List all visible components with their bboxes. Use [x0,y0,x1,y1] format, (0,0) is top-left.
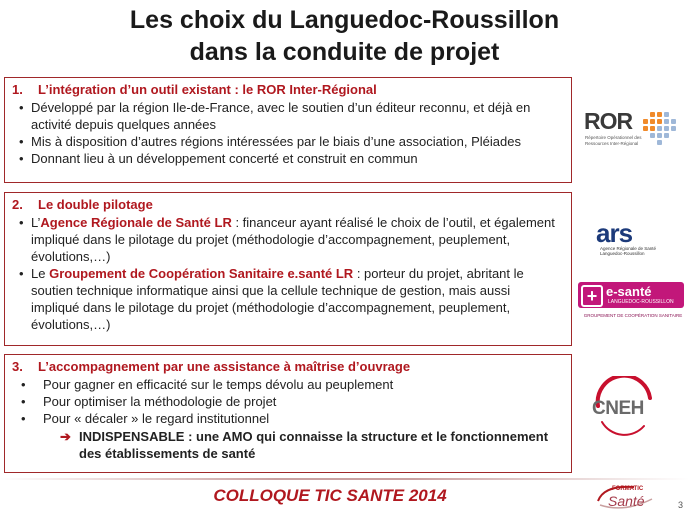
section-heading [12,197,571,212]
slide-title-line1: Les choix du Languedoc-Roussillon [129,6,560,34]
section-ror [4,77,572,183]
footer-divider [0,478,689,480]
bullet-icon: • [21,394,26,409]
list-item [5,214,571,265]
list-item-prefix: Le [31,266,50,281]
formatic-logo-top: FORMATIC [612,486,644,492]
section-amo [4,354,572,473]
section-heading [12,82,571,97]
list-item-text: Donnant lieu à un développement concerté et construit en commun [31,151,418,166]
list-item-text: Mis à disposition d’autres régions intéressées par le biais d’une association, Pléiades [31,134,521,149]
list-item-text: Développé par la région Ile-de-France, avec le soutien d’un éditeur reconnu, et déjà en activité depuis quelques années [31,100,531,132]
bullet-list [5,376,571,427]
list-item-text: Pour optimiser la méthodologie de projet [43,394,277,409]
list-item [5,150,571,167]
section-heading [12,359,571,374]
list-item-text: : financeur ayant réalisé le choix de l’outil, et également impliqué dans le pilotage du projet (méthodologie d’accompagnement, peuplement, évolutions,…) [31,215,555,264]
ror-logo [582,104,682,154]
bullet-list [5,99,571,167]
list-item-bold: Agence Régionale de Santé LR [40,215,232,230]
cneh-logo-text: CNEH [592,398,644,419]
bullet-icon: • [19,151,24,166]
list-item [5,265,571,333]
esante-logo-text: e-santé [606,284,652,299]
conclusion-text: INDISPENSABLE : une AMO qui connaisse la structure et le fonctionnement des établissements de santé [79,429,549,461]
section-heading-text: L’accompagnement par une assistance à maîtrise d’ouvrage [38,359,411,374]
esante-logo-subtitle: GROUPEMENT DE COOPÉRATION SANITAIRE [583,313,683,318]
list-item [5,393,571,410]
bullet-icon: • [19,215,24,230]
bullet-icon: • [19,100,24,115]
esante-logo [578,282,686,326]
ror-logo-subtitle: Répertoire Opérationnel des Ressources Inter-Régional [585,135,642,146]
slide-title-line2: dans la conduite de projet [189,38,500,66]
bullet-icon: • [21,411,26,426]
section-heading-text: Le double pilotage [38,197,153,212]
list-item [5,376,571,393]
section-number: 3. [12,359,23,374]
esante-logo-region: LANGUEDOC-ROUSSILLON [608,299,674,305]
ars-logo-subtitle: Agence Régionale de Santé Languedoc-Roussillon [600,246,657,256]
plus-icon: + [581,285,603,307]
ars-logo [596,220,676,260]
formatic-logo-main: Santé [608,493,645,509]
list-item-text: Pour « décaler » le regard institutionnel [43,411,270,426]
list-item-prefix: L’ [31,215,41,230]
list-item [5,99,571,133]
list-item-text: Pour gagner en efficacité sur le temps dévolu au peuplement [43,377,394,392]
cneh-logo [588,376,660,436]
page-number: 3 [677,500,683,510]
bullet-icon: • [19,266,24,281]
conclusion [5,428,571,462]
section-number: 1. [12,82,23,97]
ror-logo-text: ROR [584,108,633,134]
ars-logo-text: ars [596,218,633,248]
bullet-list [5,214,571,333]
slide-title [0,4,689,68]
list-item [5,133,571,150]
arrow-right-icon: ➔ [60,429,71,444]
section-double-pilotage [4,192,572,346]
footer-title: COLLOQUE TIC SANTE 2014 [213,486,447,505]
section-number: 2. [12,197,23,212]
section-heading-text: L’intégration d’un outil existant : le ROR Inter-Régional [38,82,377,97]
list-item-text: : porteur du projet, abritant le soutien technique informatique ainsi que la cellule technique de gestion, mais aussi impliqué dans le pilotage du projet (méthodologie d’accompagnement, peuplement, évolutions,…) [31,266,524,332]
formatic-sante-logo [594,483,656,513]
list-item [5,410,571,427]
dot-grid-icon [642,110,680,146]
bullet-icon: • [19,134,24,149]
bullet-icon: • [21,377,26,392]
list-item-bold: Groupement de Coopération Sanitaire e.santé LR [49,266,354,281]
